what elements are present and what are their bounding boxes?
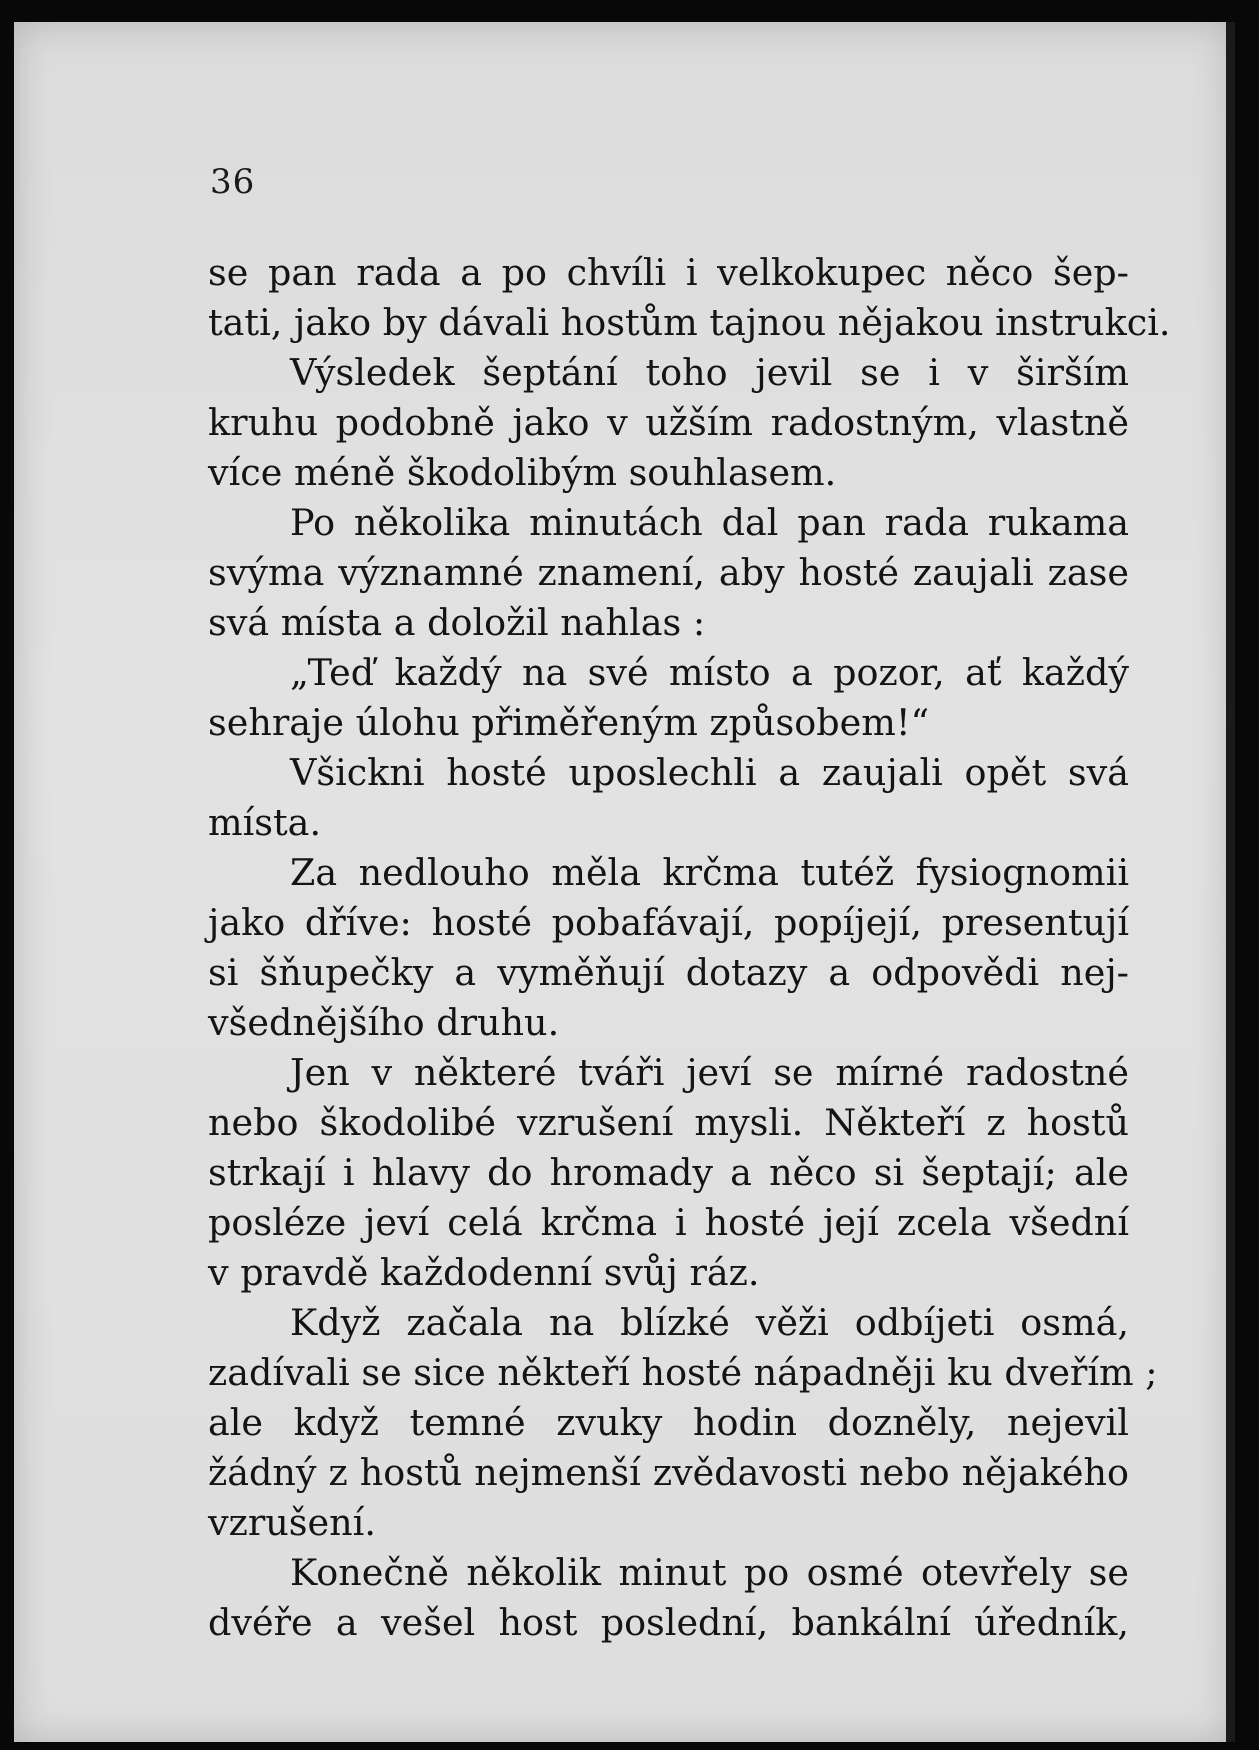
- text-line: svá místa a doložil nahlas :: [208, 601, 706, 644]
- text-line: Konečně několik minut po osmé otevřely se: [290, 1551, 1129, 1594]
- page-edge: [1226, 22, 1235, 1742]
- text-line: Jen v některé tváři jeví se mírné radostné: [290, 1051, 1129, 1094]
- text-line: místa.: [208, 801, 322, 844]
- text-line: se pan rada a po chvíli i velkokupec něco šep-: [208, 251, 1129, 294]
- page-body-text: [208, 248, 1171, 1648]
- text-line: nebo škodolibé vzrušení mysli. Někteří z hostů: [208, 1101, 1129, 1144]
- text-line: Všickni hosté uposlechli a zaujali opět svá: [290, 751, 1129, 794]
- text-line: svýma významné znamení, aby hosté zaujali zase: [208, 551, 1129, 594]
- text-line: Po několika minutách dal pan rada rukama: [290, 501, 1129, 544]
- text-line: Výsledek šeptání toho jevil se i v širším: [290, 351, 1129, 394]
- text-line: všednějšího druhu.: [208, 1001, 560, 1044]
- text-line: ale když temné zvuky hodin dozněly, nejevil: [208, 1401, 1129, 1444]
- text-line: v pravdě každodenní svůj ráz.: [208, 1251, 760, 1294]
- text-line: Za nedlouho měla krčma tutéž fysiognomii: [290, 851, 1129, 894]
- text-line: více méně škodolibým souhlasem.: [208, 451, 837, 494]
- page-number: 36: [210, 162, 256, 202]
- text-line: dvéře a vešel host poslední, bankální úředník,: [208, 1601, 1129, 1644]
- text-line: si šňupečky a vyměňují dotazy a odpovědi nej-: [208, 951, 1129, 994]
- text-line: strkají i hlavy do hromady a něco si šeptají; ale: [208, 1151, 1129, 1194]
- text-line: jako dříve: hosté pobafávají, popíjejí, presentují: [208, 901, 1129, 944]
- text-line: žádný z hostů nejmenší zvědavosti nebo nějakého: [208, 1451, 1129, 1494]
- text-line: vzrušení.: [208, 1501, 376, 1544]
- text-line: posléze jeví celá krčma i hosté její zcela všední: [208, 1201, 1129, 1244]
- text-line: kruhu podobně jako v užším radostným, vlastně: [208, 401, 1129, 444]
- text-line: Když začala na blízké věži odbíjeti osmá,: [290, 1301, 1129, 1344]
- text-line: tati, jako by dávali hostům tajnou nějakou instrukci.: [208, 301, 1171, 344]
- text-line: sehraje úlohu přiměřeným způsobem!“: [208, 701, 930, 744]
- text-line: zadívali se sice někteří hosté nápadněji ku dveřím ;: [208, 1351, 1158, 1394]
- text-line: „Teď každý na své místo a pozor, ať každý: [290, 651, 1129, 694]
